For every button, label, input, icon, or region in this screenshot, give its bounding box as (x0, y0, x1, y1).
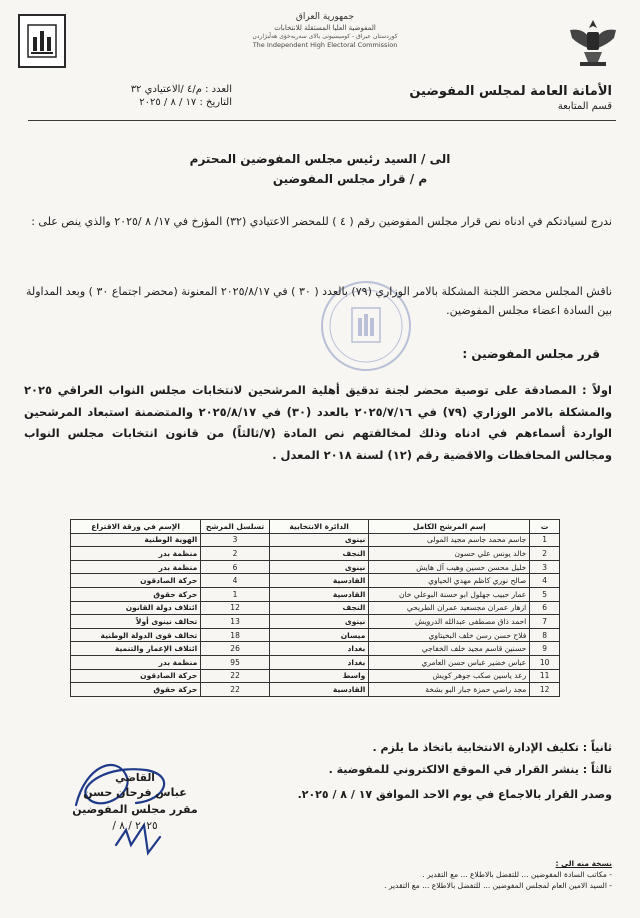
col-header-name: إسم المرشح الكامل (369, 520, 530, 534)
org-name: الأمانة العامة لمجلس المفوضين (409, 84, 612, 99)
cell-number: 4 (530, 574, 560, 588)
reference-date: التاريخ : ١٧ / ٨ / ٢٠٢٥ (139, 97, 232, 108)
signer-position: مقرر مجلس المفوضين (72, 803, 198, 816)
cell-district: بغداد (269, 655, 368, 669)
cell-number: 10 (530, 655, 560, 669)
table-row (71, 560, 560, 574)
cell-candidate-name: مجد راضي حمزة جبار البو بشخة (369, 683, 530, 697)
clause-first: اولاً : المصادقة على توصية محضر لجنة تدقيق أهلية المرشحين لانتخابات مجلس النواب العراقي ٢٠٢٥ والمشكلة بالامر الوزاري (٧٩) في ٢٠٢٥/٧/١٦ بالعدد (٣٠) في ٢٠٢٥/٨/١٧ والمتضمنة استبعاد المرشحين الواردة أسماءهم في ادناه وذلك لمخالفتهم نص المادة (٧/ثالثاً) من قانون انتخابات مجلس النواب ومجالس المحافظات والاقضية رقم (١٢) لسنة ٢٠١٨ المعدل . (24, 383, 612, 462)
cell-candidate-name: حسنين قاسم مجيد خلف الخفاجي (369, 642, 530, 656)
cell-number: 2 (530, 547, 560, 561)
cell-sequence: 6 (201, 560, 270, 574)
col-header-number: ت (530, 520, 560, 534)
signer-title: القاضي (115, 772, 155, 784)
cell-candidate-name: عباس خضير عباس حسن العامري (369, 655, 530, 669)
cell-ballot-list: تحالف نينوى أولاً (71, 615, 201, 629)
cell-candidate-name: خليل محسن حسين وهيب آل هايش (369, 560, 530, 574)
reference-block (62, 84, 232, 110)
cell-district: ميسان (269, 628, 368, 642)
cell-number: 5 (530, 587, 560, 601)
address-block (0, 152, 640, 186)
cell-district: النجف (269, 601, 368, 615)
cell-ballot-list: منظمة بدر (71, 560, 201, 574)
decision-heading: قرر مجلس المفوضين : (462, 347, 600, 361)
cell-number: 11 (530, 669, 560, 683)
cell-candidate-name: عمار حبيب جهلول ابو حسنة البوعلي خان (369, 587, 530, 601)
cell-sequence: 18 (201, 628, 270, 642)
copy-to-line-1: - مكاتب السادة المفوضين ... للتفضل بالاطلاع ... مع التقدير . (422, 870, 612, 879)
cell-number: 12 (530, 683, 560, 697)
cell-ballot-list: حركة حقوق (71, 683, 201, 697)
cell-number: 6 (530, 601, 560, 615)
cell-district: النجف (269, 547, 368, 561)
cell-candidate-name: خالد يونس علي حسون (369, 547, 530, 561)
table-row (71, 669, 560, 683)
cell-candidate-name: صالح نوري كاظم مهدي الحياوي (369, 574, 530, 588)
cell-district: نينوى (269, 533, 368, 547)
candidates-table (70, 519, 560, 697)
cell-sequence: 26 (201, 642, 270, 656)
cell-district: القادسية (269, 574, 368, 588)
cell-sequence: 3 (201, 533, 270, 547)
copy-to-line-2: - السيد الامين العام لمجلس المفوضين ... للتفضل بالاطلاع ... مع التقدير . (384, 881, 612, 890)
col-header-list: الإسم في ورقة الاقتراع (71, 520, 201, 534)
signer-name: عباس فرحان حسن (83, 786, 187, 799)
cell-district: نينوى (269, 560, 368, 574)
cell-number: 9 (530, 642, 560, 656)
cell-sequence: 13 (201, 615, 270, 629)
cell-ballot-list: الهوية الوطنية (71, 533, 201, 547)
table-row (71, 655, 560, 669)
discussion-paragraph: ناقش المجلس محضر اللجنة المشكلة بالامر الوزاري (٧٩) بالعدد ( ٣٠ ) في ٢٠٢٥/٨/١٧ المعنونة (محضر اجتماع ٣٠ ) وبعد المداولة بين السادة اعضاء مجلس المفوضين. (26, 285, 613, 317)
reference-number: العدد : م/٤ /الاعتيادي ٣٢ (130, 84, 232, 95)
cell-ballot-list: حركة الصادقون (71, 669, 201, 683)
signature-date: ٢٠٢٥ / ٨ / (112, 820, 158, 832)
table-row (71, 587, 560, 601)
cell-candidate-name: جاسم محمد جاسم مجيد المولى (369, 533, 530, 547)
table-header-row (71, 520, 560, 534)
cell-number: 3 (530, 560, 560, 574)
copy-to-heading: نسخة منه الى : (555, 859, 612, 868)
header-line-1: جمهورية العراق (295, 12, 355, 22)
cell-sequence: 95 (201, 655, 270, 669)
cell-district: نينوى (269, 615, 368, 629)
table-row (71, 533, 560, 547)
copy-to-block (312, 858, 612, 891)
cell-number: 7 (530, 615, 560, 629)
cell-ballot-list: ائتلاف دولة القانون (71, 601, 201, 615)
cell-sequence: 22 (201, 669, 270, 683)
header-divider (28, 120, 616, 121)
commission-logo-icon (25, 21, 59, 61)
commission-logo (18, 14, 66, 68)
cell-ballot-list: ائتلاف الإعمار والتنمية (71, 642, 201, 656)
cell-sequence: 2 (201, 547, 270, 561)
header-center (200, 12, 450, 49)
table-row (71, 683, 560, 697)
cell-sequence: 22 (201, 683, 270, 697)
clause-third: ثالثاً : ينشر القرار في الموقع الالكتروني للمفوضية . (328, 763, 612, 776)
recipient-line: الى / السيد رئيس مجلس المفوضين المحترم (189, 152, 451, 166)
cell-sequence: 1 (201, 587, 270, 601)
org-department: قسم المتابعة (557, 101, 612, 112)
cell-candidate-name: فلاح حسن رسن خلف البخيتاوي (369, 628, 530, 642)
cell-ballot-list: منظمة بدر (71, 655, 201, 669)
header-line-4: The Independent High Electoral Commission (252, 41, 398, 49)
cell-candidate-name: رعد ياسين صكب جوهر كويش (369, 669, 530, 683)
intro-paragraph: ندرج لسيادتكم في ادناه نص قرار مجلس المفوضين رقم ( ٤ ) للمحضر الاعتيادي (٣٢) المؤرخ في ١٧/ ٨ /٢٠٢٥ والذي ينص على : (31, 215, 612, 228)
cell-sequence: 4 (201, 574, 270, 588)
col-header-district: الدائرة الانتخابية (269, 520, 368, 534)
cell-district: واسط (269, 669, 368, 683)
subject-line: م / قرار مجلس المفوضين (272, 172, 428, 186)
cell-district: القادسية (269, 587, 368, 601)
table-row (71, 547, 560, 561)
candidates-table-body (71, 533, 560, 696)
eagle-emblem-icon (566, 14, 620, 70)
cell-ballot-list: حركة حقوق (71, 587, 201, 601)
cell-ballot-list: منظمة بدر (71, 547, 201, 561)
cell-number: 1 (530, 533, 560, 547)
cell-district: القادسية (269, 683, 368, 697)
cell-ballot-list: تحالف قوى الدولة الوطنية (71, 628, 201, 642)
cell-number: 8 (530, 628, 560, 642)
table-row (71, 601, 560, 615)
issued-statement: وصدر القرار بالاجماع في يوم الاحد الموافق ١٧ / ٨ / ٢٠٢٥. (297, 788, 612, 801)
cell-candidate-name: احمد ذاق مصطفى عبدالله الدرويش (369, 615, 530, 629)
table-row (71, 615, 560, 629)
cell-sequence: 12 (201, 601, 270, 615)
cell-candidate-name: ازهار عمران مجسعيد عمران الطريحي (369, 601, 530, 615)
header-line-3: كوردستان عيراق - كوميسيونى بالاى سەربەخۆى هەڵبژاردن (252, 33, 398, 40)
signature-block (70, 772, 200, 832)
table-row (71, 574, 560, 588)
cell-district: بغداد (269, 642, 368, 656)
col-header-sequence: تسلسل المرشح (201, 520, 270, 534)
header-line-2: المفوضية العليا المستقلة للانتخابات (274, 24, 376, 32)
table-row (71, 642, 560, 656)
cell-ballot-list: حركة الصادقون (71, 574, 201, 588)
clause-second: ثانياً : تكليف الإدارة الانتخابية باتخاذ ما يلزم . (372, 741, 612, 754)
table-row (71, 628, 560, 642)
organization-block (409, 84, 612, 112)
